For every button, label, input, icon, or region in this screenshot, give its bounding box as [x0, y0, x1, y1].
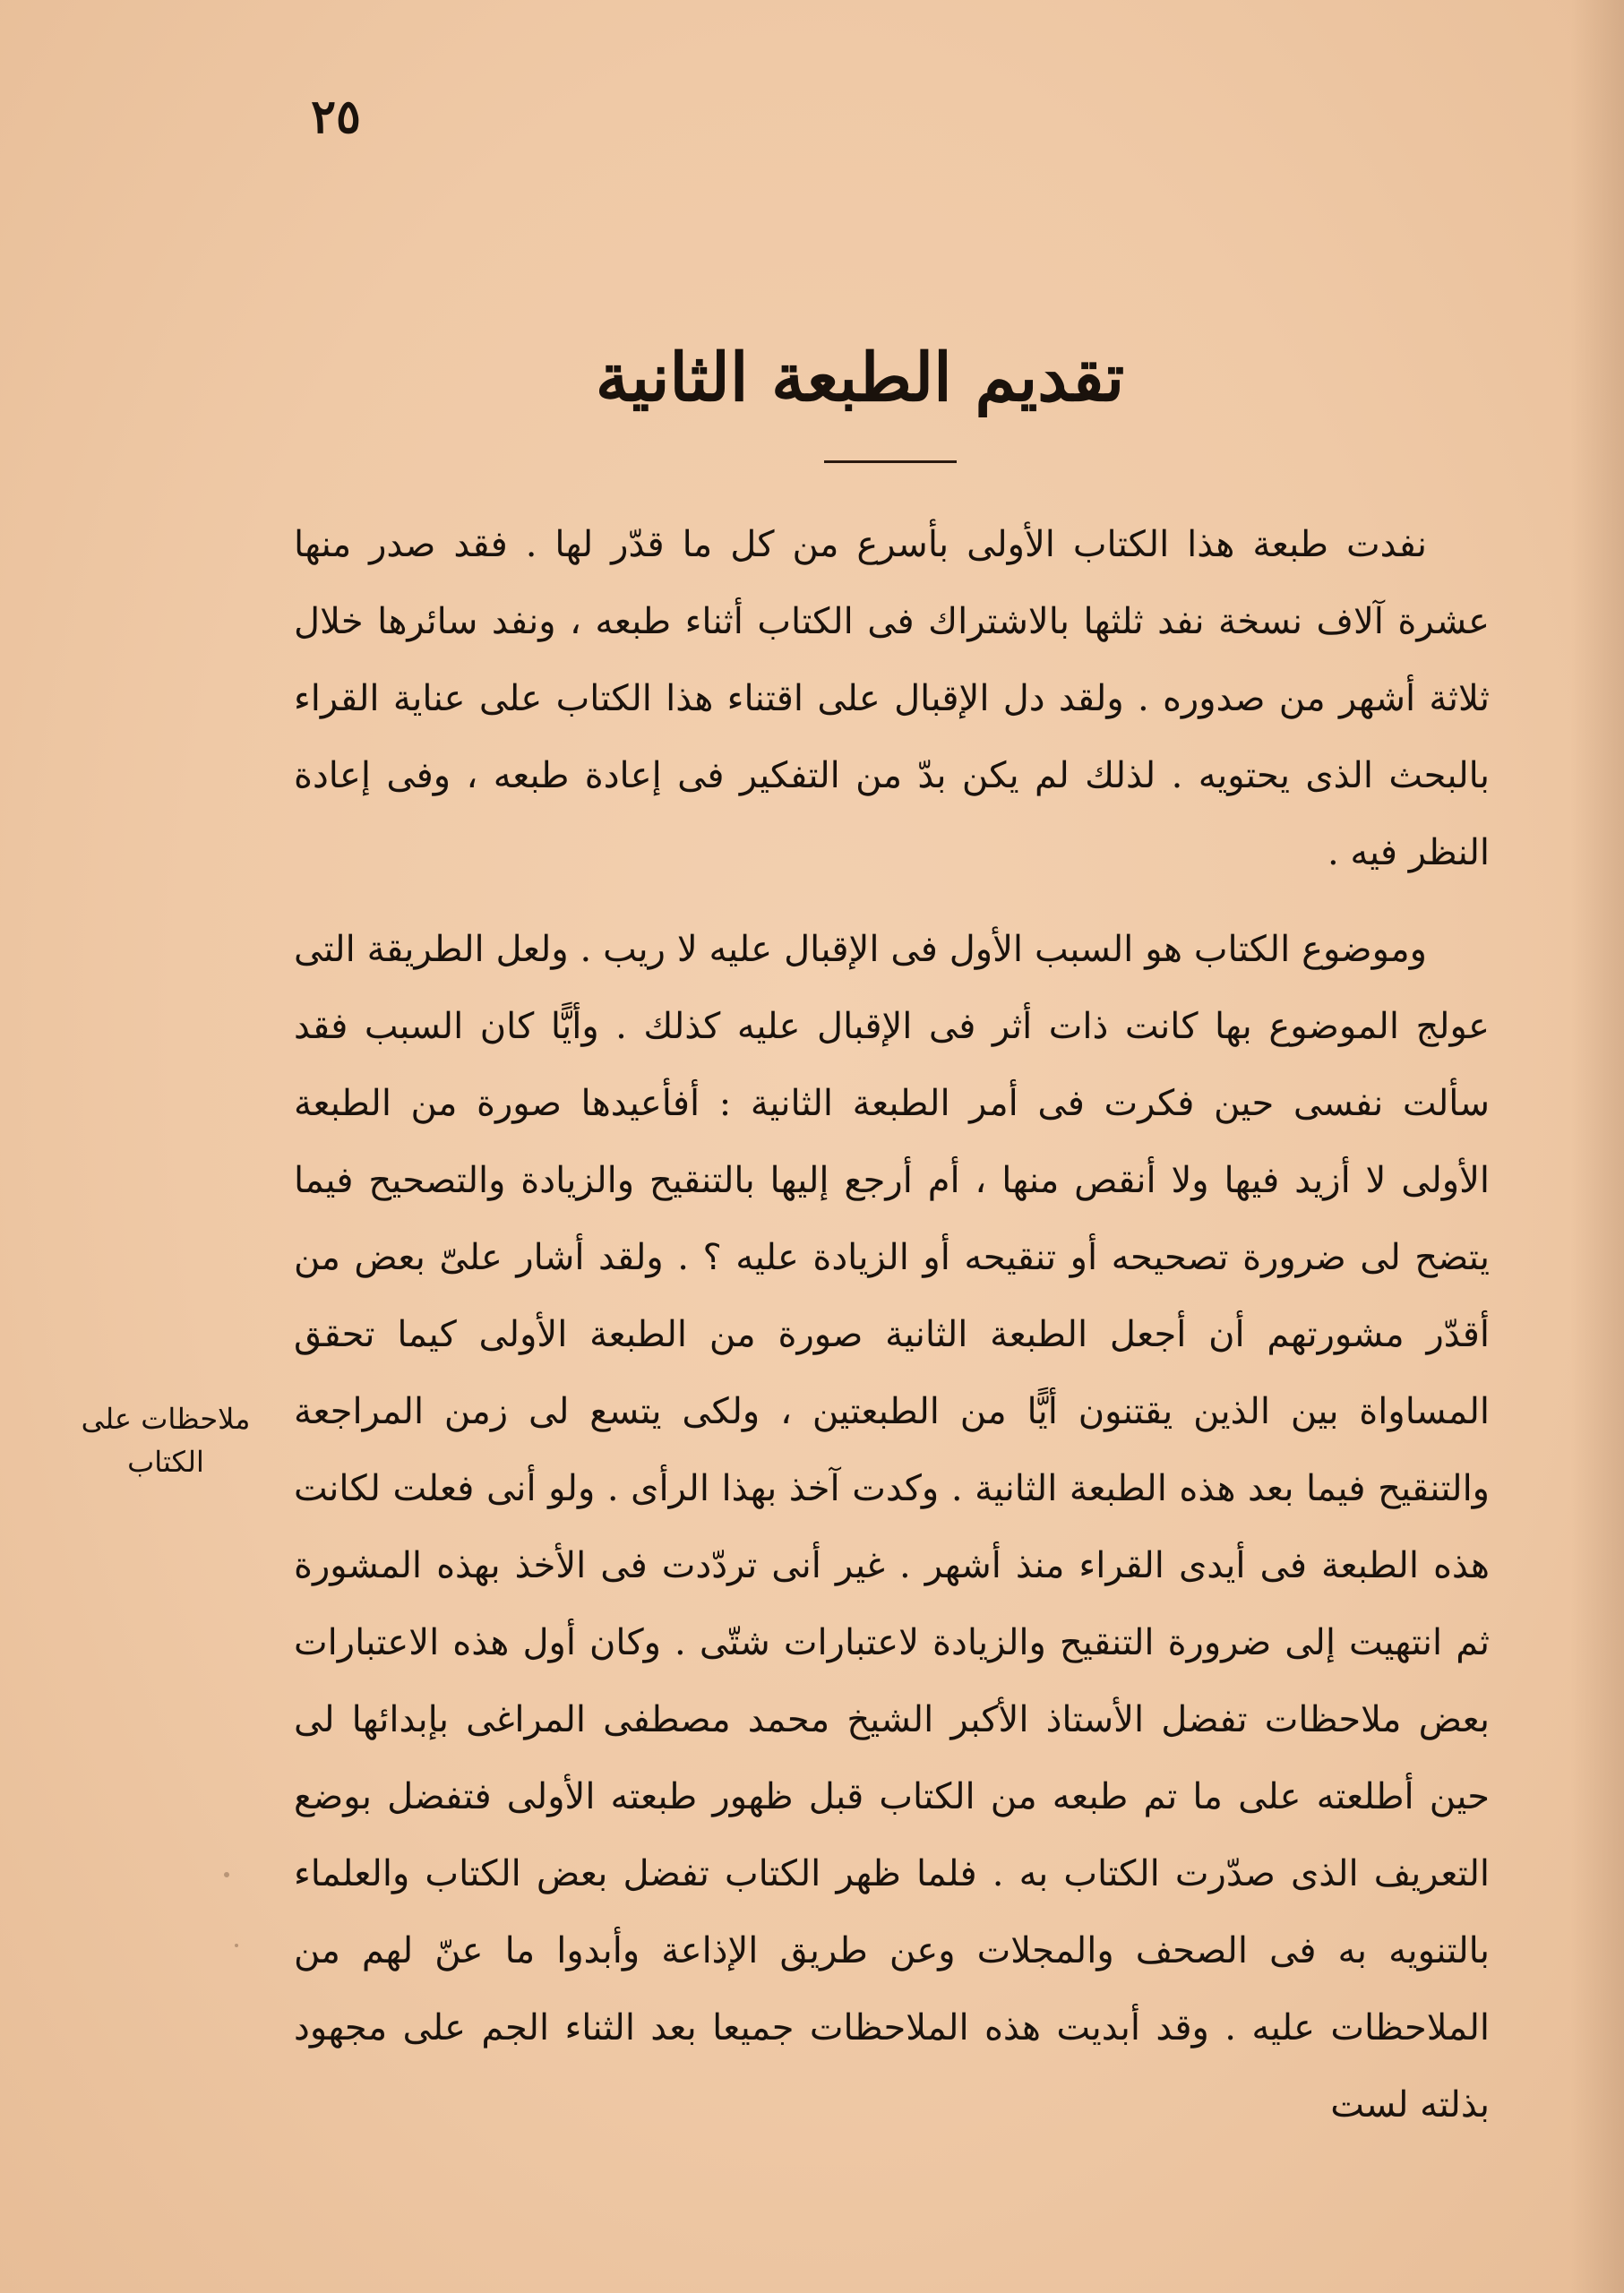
title-underline-rule — [824, 460, 957, 463]
chapter-title: تقديم الطبعة الثانية — [595, 339, 1125, 417]
margin-note: ملاحظات على الكتاب — [81, 1402, 251, 1479]
page-edge-shadow — [1570, 0, 1624, 2293]
paper-speck — [224, 1872, 229, 1877]
page-number: ٢٥ — [311, 90, 361, 144]
body-text — [294, 506, 1490, 2143]
paragraph-2: وموضوع الكتاب هو السبب الأول فى الإقبال عليه لا ريب . ولعل الطريقة التى عولج الموضوع بها كانت ذات أثر فى الإقبال عليه كذلك . وأيًّا كان السبب فقد سألت نفسى حين فكرت فى أمر الطبعة الثانية : أفأعيدها صورة من الطبعة الأولى لا أزيد فيها ولا أنقص منها ، أم أرجع إليها بالتنقيح والزيادة والتصحيح فيما يتضح لى ضرورة تصحيحه أو تنقيحه أو الزيادة عليه ؟ . ولقد أشار علىّ بعض من أقدّر مشورتهم أن أجعل الطبعة الثانية صورة من الطبعة الأولى كيما تحقق المساواة بين الذين يقتنون أيًّا من الطبعتين ، ولكى يتسع لى زمن المراجعة والتنقيح فيما بعد هذه الطبعة الثانية . وكدت آخذ بهذا الرأى . ولو أنى فعلت لكانت هذه الطبعة فى أيدى القراء منذ أشهر . غير أنى تردّدت فى الأخذ بهذه المشورة ثم انتهيت إلى ضرورة التنقيح والزيادة لاعتبارات شتّى . وكان أول هذه الاعتبارات بعض ملاحظات تفضل الأستاذ الأكبر الشيخ محمد مصطفى المراغى بإبدائها لى حين أطلعته على ما تم طبعه من الكتاب قبل ظهور طبعته الأولى فتفضل بوضع التعريف الذى صدّرت الكتاب به . فلما ظهر الكتاب تفضل بعض الكتاب والعلماء بالتنويه به فى الصحف والمجلات وعن طريق الإذاعة وأبدوا ما عنّ لهم من الملاحظات عليه . وقد أبديت هذه الملاحظات جميعا بعد الثناء الجم على مجهود بذلته لست — [294, 929, 1490, 2126]
paragraph-1: نفدت طبعة هذا الكتاب الأولى بأسرع من كل ما قدّر لها . فقد صدر منها عشرة آلاف نسخة نفد ثلثها بالاشتراك فى الكتاب أثناء طبعه ، ونفد سائرها خلال ثلاثة أشهر من صدوره . ولقد دل الإقبال على اقتناء هذا الكتاب على عناية القراء بالبحث الذى يحتويه . لذلك لم يكن بدّ من التفكير فى إعادة طبعه ، وفى إعادة النظر فيه . — [294, 524, 1490, 873]
paper-speck — [235, 1944, 238, 1947]
